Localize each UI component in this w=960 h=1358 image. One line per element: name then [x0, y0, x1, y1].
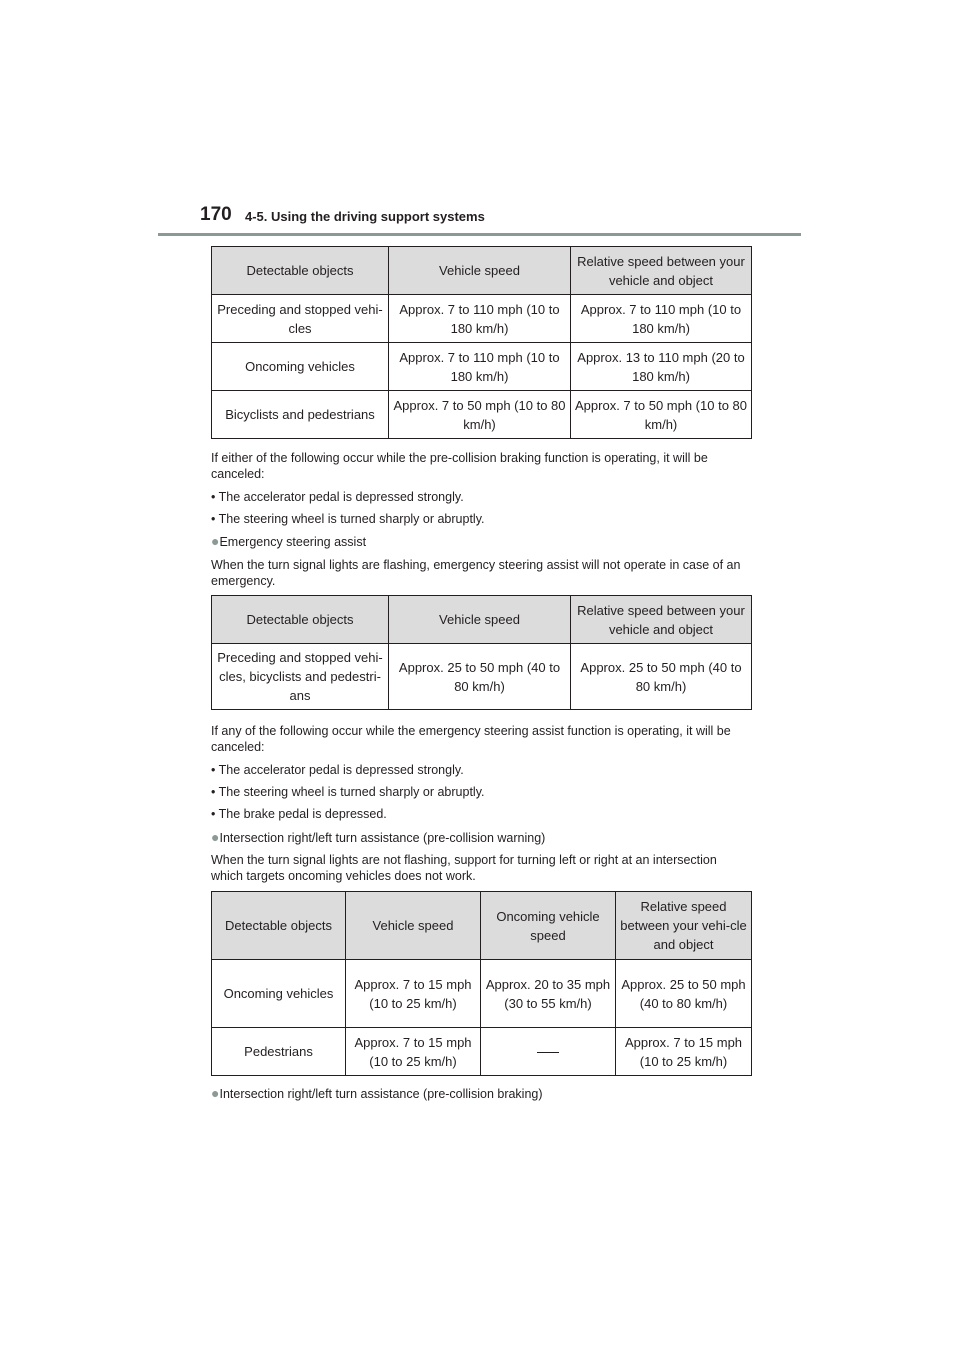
- table-row: [212, 960, 752, 1028]
- table-header-cell: Relative speed between your vehi-cle and object: [616, 892, 752, 960]
- table-header-cell: Relative speed between your vehicle and object: [571, 247, 752, 295]
- table-cell: Approx. 7 to 110 mph (10 to 180 km/h): [571, 295, 752, 343]
- table-emergency-steering: [211, 595, 751, 710]
- paragraph: If any of the following occur while the emergency steering assist function is operating, it will be canceled:: [211, 724, 731, 754]
- table-cell: Approx. 7 to 110 mph (10 to 180 km/h): [389, 343, 571, 391]
- section-title: 4-5. Using the driving support systems: [245, 209, 485, 224]
- table-cell: Approx. 7 to 15 mph (10 to 25 km/h): [346, 1028, 481, 1076]
- table-cell: Approx. 20 to 35 mph (30 to 55 km/h): [481, 960, 616, 1028]
- table-cell: Approx. 7 to 110 mph (10 to 180 km/h): [389, 295, 571, 343]
- list-item: • The steering wheel is turned sharply or abruptly.: [211, 512, 485, 526]
- table-header-cell: Vehicle speed: [389, 596, 571, 644]
- table-pre-collision-braking: [211, 246, 751, 439]
- table-row: [212, 1028, 752, 1076]
- page-number: 170: [200, 204, 232, 225]
- list-item: • The accelerator pedal is depressed strongly.: [211, 763, 464, 777]
- table-intersection-warning: [211, 891, 751, 1076]
- list-item: • The accelerator pedal is depressed strongly.: [211, 490, 464, 504]
- bullet-dot-icon: ●: [211, 829, 220, 845]
- table-row: [212, 343, 752, 391]
- table-cell: Pedestrians: [212, 1028, 346, 1076]
- heading-text: Emergency steering assist: [219, 535, 367, 549]
- table-header-cell: Vehicle speed: [346, 892, 481, 960]
- table-row: [212, 295, 752, 343]
- bullet-dot-icon: ●: [211, 1085, 220, 1101]
- list-item: • The steering wheel is turned sharply or abruptly.: [211, 785, 485, 799]
- table-cell: Approx. 7 to 15 mph (10 to 25 km/h): [616, 1028, 752, 1076]
- table-header-cell: Detectable objects: [212, 892, 346, 960]
- table-cell: Approx. 7 to 50 mph (10 to 80 km/h): [571, 391, 752, 439]
- table-cell: Approx. 25 to 50 mph (40 to 80 km/h): [389, 644, 571, 710]
- table-cell: Oncoming vehicles: [212, 960, 346, 1028]
- table-row: [212, 391, 752, 439]
- table-cell: Preceding and stopped vehi-cles: [212, 295, 389, 343]
- section-heading: [211, 533, 366, 550]
- heading-text: Intersection right/left turn assistance (pre-collision braking): [219, 1087, 543, 1101]
- heading-text: Intersection right/left turn assistance (pre-collision warning): [219, 831, 546, 845]
- table-header-cell: Detectable objects: [212, 247, 389, 295]
- list-item: • The brake pedal is depressed.: [211, 807, 387, 821]
- table-cell-not-applicable: [481, 1028, 616, 1076]
- paragraph: When the turn signal lights are not flashing, support for turning left or right at an intersection which targets oncoming vehicles does not work.: [211, 853, 717, 883]
- table-header-cell: Relative speed between your vehicle and object: [571, 596, 752, 644]
- table-cell: Approx. 7 to 15 mph (10 to 25 km/h): [346, 960, 481, 1028]
- section-heading: [211, 829, 545, 846]
- table-cell: Bicyclists and pedestrians: [212, 391, 389, 439]
- page-header: [200, 204, 801, 236]
- table-header-cell: Detectable objects: [212, 596, 389, 644]
- table-cell: Approx. 13 to 110 mph (20 to 180 km/h): [571, 343, 752, 391]
- table-cell: Oncoming vehicles: [212, 343, 389, 391]
- table-cell: Preceding and stopped vehi-cles, bicyclists and pedestri-ans: [212, 644, 389, 710]
- section-heading: [211, 1085, 543, 1102]
- table-header-cell: Oncoming vehicle speed: [481, 892, 616, 960]
- paragraph: If either of the following occur while the pre-collision braking function is operating, it will be canceled:: [211, 451, 708, 481]
- table-row: [212, 644, 752, 710]
- paragraph: When the turn signal lights are flashing, emergency steering assist will not operate in case of an emergency.: [211, 558, 741, 588]
- table-cell: Approx. 7 to 50 mph (10 to 80 km/h): [389, 391, 571, 439]
- dash-icon: [537, 1052, 559, 1053]
- table-cell: Approx. 25 to 50 mph (40 to 80 km/h): [616, 960, 752, 1028]
- bullet-dot-icon: ●: [211, 533, 220, 549]
- table-cell: Approx. 25 to 50 mph (40 to 80 km/h): [571, 644, 752, 710]
- table-header-cell: Vehicle speed: [389, 247, 571, 295]
- header-rule: [158, 233, 801, 236]
